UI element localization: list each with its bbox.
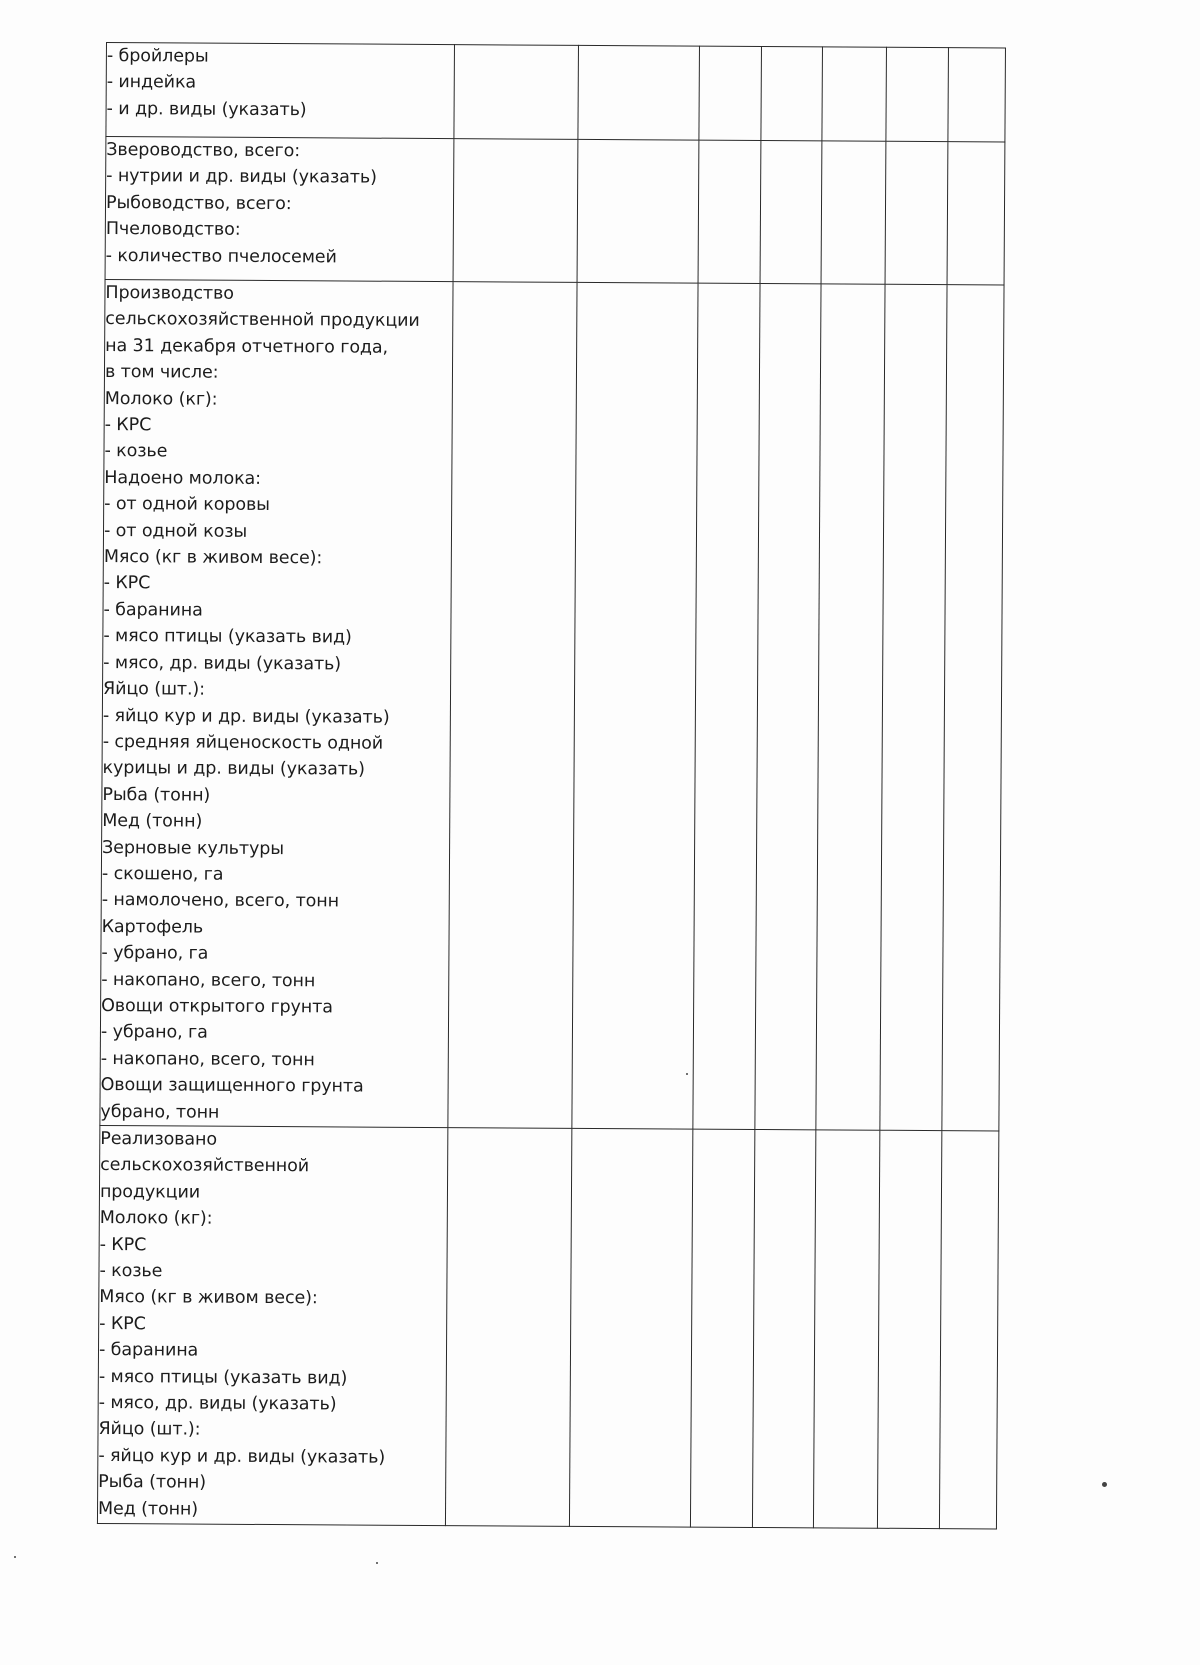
empty-value-cell: [885, 141, 947, 284]
row-label-line: Зерновые культуры: [102, 837, 285, 859]
row-label-line: - убрано, га: [101, 943, 209, 964]
empty-value-cell: [572, 282, 698, 1129]
row-label-line: - баранина: [98, 1340, 199, 1361]
row-label-line: - и др. виды (указать): [106, 98, 307, 121]
row-label-line: Звероводство, всего:: [106, 140, 301, 162]
row-label-line: Пчеловодство:: [105, 219, 241, 241]
row-label-line: - мясо птицы (указать вид): [98, 1366, 348, 1389]
row-label-line: - от одной коровы: [104, 494, 270, 516]
row-label-line: продукции: [99, 1181, 201, 1203]
row-label-line: - скошено, га: [101, 863, 224, 885]
row-label-line: - накопано, всего, тонн: [101, 969, 316, 991]
empty-value-cell: [761, 47, 822, 141]
row-label-line: Мясо (кг в живом весе):: [99, 1287, 318, 1309]
empty-value-cell: [454, 45, 578, 140]
row-label-line: Молоко (кг):: [99, 1208, 213, 1229]
row-label-line: Яйцо (шт.):: [98, 1419, 201, 1441]
empty-value-cell: [886, 47, 948, 141]
row-label-line: - бройлеры: [106, 46, 209, 67]
table-row: [97, 1125, 998, 1528]
row-label-line: - КРС: [103, 573, 151, 594]
row-label-line: убрано, тонн: [100, 1101, 220, 1123]
row-label-line: - баранина: [103, 599, 203, 621]
empty-value-cell: [448, 282, 577, 1129]
row-label-line: - средняя яйценоскость одной: [102, 731, 384, 754]
empty-value-cell: [760, 141, 821, 284]
empty-value-cell: [880, 284, 947, 1130]
scan-speck: [14, 1556, 16, 1558]
table-row: [106, 43, 1006, 142]
row-label-line: Овощи защищенного грунта: [100, 1075, 364, 1097]
row-label-line: - убрано, га: [100, 1022, 208, 1044]
empty-value-cell: [878, 1130, 942, 1528]
empty-value-cell: [693, 283, 761, 1129]
row-label-line: Рыбоводство, всего:: [105, 192, 292, 214]
row-label-line: - количество пчелосемей: [105, 245, 337, 268]
row-label-line: - КРС: [99, 1313, 146, 1335]
empty-value-cell: [947, 142, 1005, 285]
scan-speck: [686, 1073, 688, 1075]
empty-value-cell: [690, 1129, 755, 1527]
row-label-line: Производство: [105, 283, 234, 304]
row-label-line: Мед (тонн): [97, 1498, 199, 1520]
row-label-line: - мясо, др. виды (указать): [98, 1393, 337, 1415]
row-label-cell: [106, 43, 455, 139]
table-body: [97, 43, 1005, 1529]
empty-value-cell: [948, 48, 1006, 142]
statistics-form-table: [97, 42, 1006, 1529]
row-label-line: - намолочено, всего, тонн: [101, 890, 340, 912]
table-row: [100, 279, 1004, 1130]
row-label-line: - от одной козы: [103, 520, 248, 542]
empty-value-cell: [813, 1130, 880, 1528]
empty-value-cell: [821, 141, 886, 284]
row-label-line: - яйцо кур и др. виды (указать): [102, 705, 390, 728]
empty-value-cell: [753, 1129, 816, 1527]
empty-value-cell: [578, 45, 699, 140]
row-label-line: Рыба (тонн): [98, 1472, 207, 1493]
row-label-line: - индейка: [106, 72, 197, 93]
row-label-line: - нутрии и др. виды (указать): [106, 166, 377, 189]
empty-value-cell: [822, 47, 887, 141]
row-label-line: - козье: [99, 1261, 163, 1282]
empty-value-cell: [577, 139, 699, 283]
row-label-line: сельскохозяйственной продукции: [105, 309, 420, 332]
row-label-line: - КРС: [104, 415, 152, 436]
row-label-line: - накопано, всего, тонн: [100, 1048, 315, 1071]
empty-value-cell: [816, 284, 886, 1130]
row-label-line: Овощи открытого грунта: [101, 995, 333, 1018]
empty-value-cell: [939, 1131, 999, 1529]
row-label-line: Мясо (кг в живом весе):: [103, 547, 323, 569]
row-label-line: - мясо птицы (указать вид): [103, 626, 352, 648]
row-label-line: Надоено молока:: [104, 467, 262, 489]
row-label-line: Мед (тонн): [102, 811, 203, 832]
row-label-line: в том числе:: [104, 362, 219, 383]
row-label-line: Реализовано: [100, 1128, 218, 1150]
row-label-line: Яйцо (шт.):: [102, 679, 206, 700]
row-label-line: курицы и др. виды (указать): [102, 758, 365, 780]
empty-value-cell: [698, 140, 761, 283]
row-label-line: Картофель: [101, 916, 204, 938]
row-label-line: на 31 декабря отчетного года,: [105, 335, 389, 358]
row-label-line: - козье: [104, 441, 168, 462]
empty-value-cell: [941, 285, 1004, 1131]
row-label-cell: [97, 1125, 448, 1525]
empty-value-cell: [755, 284, 821, 1130]
row-label-cell: [100, 279, 453, 1127]
row-label-line: сельскохозяйственной: [100, 1155, 310, 1177]
table-row: [105, 137, 1005, 285]
scan-speck: [1102, 1482, 1107, 1487]
row-label-line: Рыба (тонн): [102, 784, 211, 806]
empty-value-cell: [569, 1128, 692, 1527]
row-label-line: - мясо, др. виды (указать): [103, 652, 342, 675]
empty-value-cell: [446, 1128, 572, 1527]
row-label-cell: [105, 137, 454, 282]
row-label-line: Молоко (кг):: [104, 388, 218, 410]
row-label-line: - яйцо кур и др. виды (указать): [98, 1445, 386, 1468]
scan-speck: [376, 1562, 378, 1564]
empty-value-cell: [453, 139, 578, 283]
row-label-line: - КРС: [99, 1234, 147, 1255]
empty-value-cell: [699, 46, 762, 140]
